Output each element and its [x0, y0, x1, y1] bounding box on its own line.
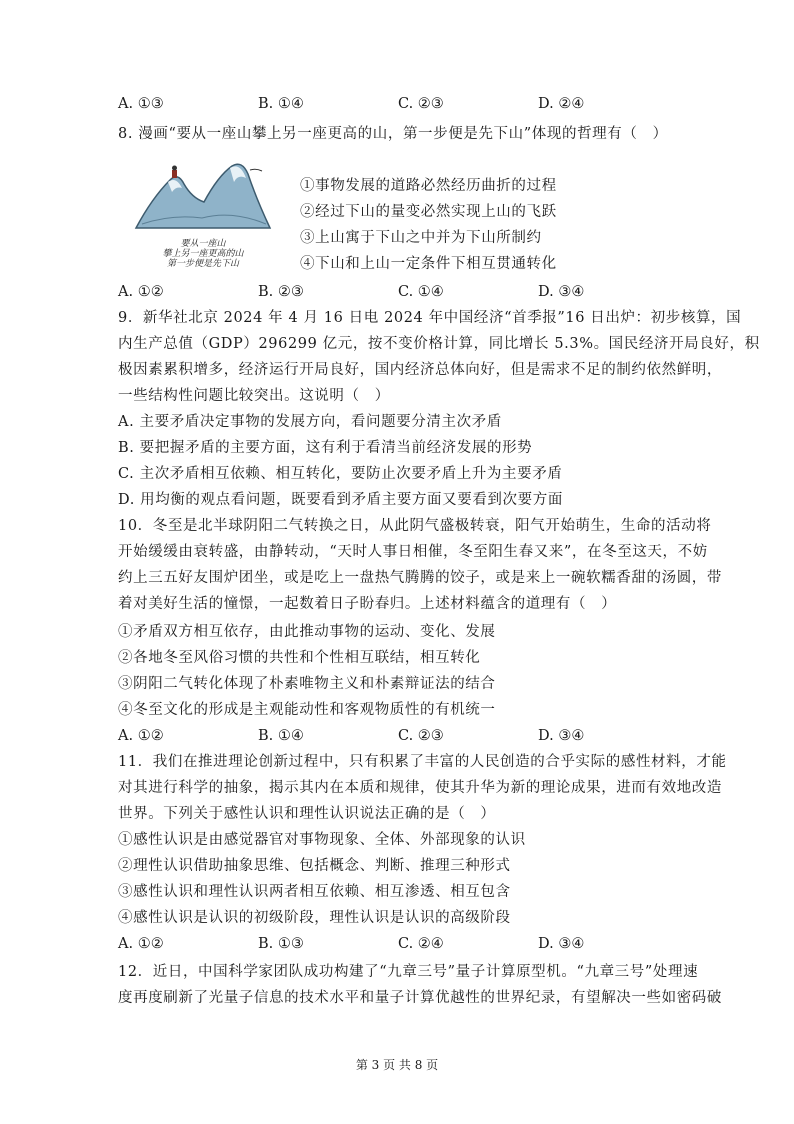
q10-line-3: 约上三五好友围炉团坐，或是吃上一盘热气腾腾的饺子，或是来上一碗软糯香甜的汤圆，带 — [118, 570, 722, 586]
q11-item-3: ③感性认识和理性认识两者相互依赖、相互渗透、相互包含 — [118, 884, 511, 900]
page-number-footer: 第 3 页 共 8 页 — [355, 1058, 439, 1072]
q7-option-d: D. ②④ — [538, 96, 585, 112]
q8-option-d: D. ③④ — [538, 284, 585, 300]
q8-options — [118, 282, 638, 302]
q9-choice-a: A. 主要矛盾决定事物的发展方向，看问题要分清主次矛盾 — [118, 414, 502, 430]
q8-item-1: ①事物发展的道路必然经历曲折的过程 — [300, 178, 557, 194]
q11-item-4: ④感性认识是认识的初级阶段，理性认识是认识的高级阶段 — [118, 910, 511, 926]
q7-option-b: B. ①④ — [258, 96, 304, 112]
q10-options — [118, 726, 638, 746]
q10-line-4: 着对美好生活的憧憬，一起数着日子盼春归。上述材料蕴含的道理有（ ） — [118, 596, 617, 612]
q10-item-2: ②各地冬至风俗习惯的共性和个性相互联结，相互转化 — [118, 650, 481, 666]
q8-option-a: A. ①② — [118, 284, 164, 300]
q10-option-b: B. ①④ — [258, 728, 304, 744]
q9-line-1: 9．新华社北京 2024 年 4 月 16 日电 2024 年中国经济“首季报”16 日出炉：初步核算，国 — [118, 310, 742, 326]
q10-item-4: ④冬至文化的形成是主观能动性和客观物质性的有机统一 — [118, 702, 496, 718]
mountain-cartoon — [132, 158, 274, 270]
q9-line-3: 极因素累积增多，经济运行开局良好，国内经济总体向好，但是需求不足的制约依然鲜明， — [118, 362, 722, 378]
q7-option-a: A. ①③ — [118, 96, 164, 112]
q8-stem: 8. 漫画“要从一座山攀上另一座更高的山，第一步便是先下山”体现的哲理有（ ） — [118, 126, 668, 142]
q11-item-1: ①感性认识是由感觉器官对事物现象、全体、外部现象的认识 — [118, 832, 526, 848]
q10-option-d: D. ③④ — [538, 728, 585, 744]
q8-item-3: ③上山寓于下山之中并为下山所制约 — [300, 230, 542, 246]
q11-line-2: 对其进行科学的抽象，揭示其内在本质和规律，使其升华为新的理论成果，进而有效地改造 — [118, 780, 722, 796]
q7-option-c: C. ②③ — [398, 96, 444, 112]
q10-line-2: 开始缓缓由衰转盛，由静转动，“天时人事日相催，冬至阳生春又来”，在冬至这天，不妨 — [118, 544, 708, 560]
q11-line-1: 11．我们在推进理论创新过程中，只有积累了丰富的人民创造的合乎实际的感性材料，才能 — [118, 754, 727, 770]
q9-line-4: 一些结构性问题比较突出。这说明（ ） — [118, 388, 390, 404]
q8-item-2: ②经过下山的量变必然实现上山的飞跃 — [300, 204, 557, 220]
q8-option-c: C. ①④ — [398, 284, 444, 300]
q10-option-a: A. ①② — [118, 728, 164, 744]
q11-option-a: A. ①② — [118, 936, 164, 952]
q9-choice-d: D. 用均衡的观点看问题，既要看到矛盾主要方面又要看到次要方面 — [118, 492, 563, 508]
q11-line-3: 世界。下列关于感性认识和理性认识说法正确的是（ ） — [118, 806, 496, 822]
q7-options — [118, 94, 638, 114]
q11-item-2: ②理性认识借助抽象思维、包括概念、判断、推理三种形式 — [118, 858, 511, 874]
q11-option-d: D. ③④ — [538, 936, 585, 952]
q8-item-4: ④下山和上山一定条件下相互贯通转化 — [300, 256, 557, 272]
q10-option-c: C. ②③ — [398, 728, 444, 744]
q11-option-c: C. ②④ — [398, 936, 444, 952]
q12-line-1: 12．近日，中国科学家团队成功构建了“九章三号”量子计算原型机。“九章三号”处理速 — [118, 964, 699, 980]
cartoon-caption-2: 攀上另一座更高的山 — [162, 249, 244, 259]
q10-line-1: 10．冬至是北半球阴阳二气转换之日，从此阴气盛极转衰，阳气开始萌生，生命的活动将 — [118, 518, 712, 534]
q10-item-1: ①矛盾双方相互依存，由此推动事物的运动、变化、发展 — [118, 624, 496, 640]
q9-line-2: 内生产总值（GDP）296299 亿元，按不变价格计算，同比增长 5.3%。国民经济开局良好，积 — [118, 336, 760, 352]
q11-options — [118, 934, 638, 954]
cartoon-caption-1: 要从一座山 — [180, 239, 226, 249]
q8-option-b: B. ②③ — [258, 284, 304, 300]
q12-line-2: 度再度刷新了光量子信息的技术水平和量子计算优越性的世界纪录，有望解决一些如密码破 — [118, 990, 722, 1006]
q9-choice-c: C. 主次矛盾相互依赖、相互转化，要防止次要矛盾上升为主要矛盾 — [118, 466, 563, 482]
cartoon-caption-3: 第一步便是先下山 — [166, 259, 239, 269]
q9-choice-b: B. 要把握矛盾的主要方面，这有利于看清当前经济发展的形势 — [118, 440, 533, 456]
mountain-illustration — [132, 158, 274, 238]
q11-option-b: B. ①③ — [258, 936, 304, 952]
q10-item-3: ③阴阳二气转化体现了朴素唯物主义和朴素辩证法的结合 — [118, 676, 496, 692]
